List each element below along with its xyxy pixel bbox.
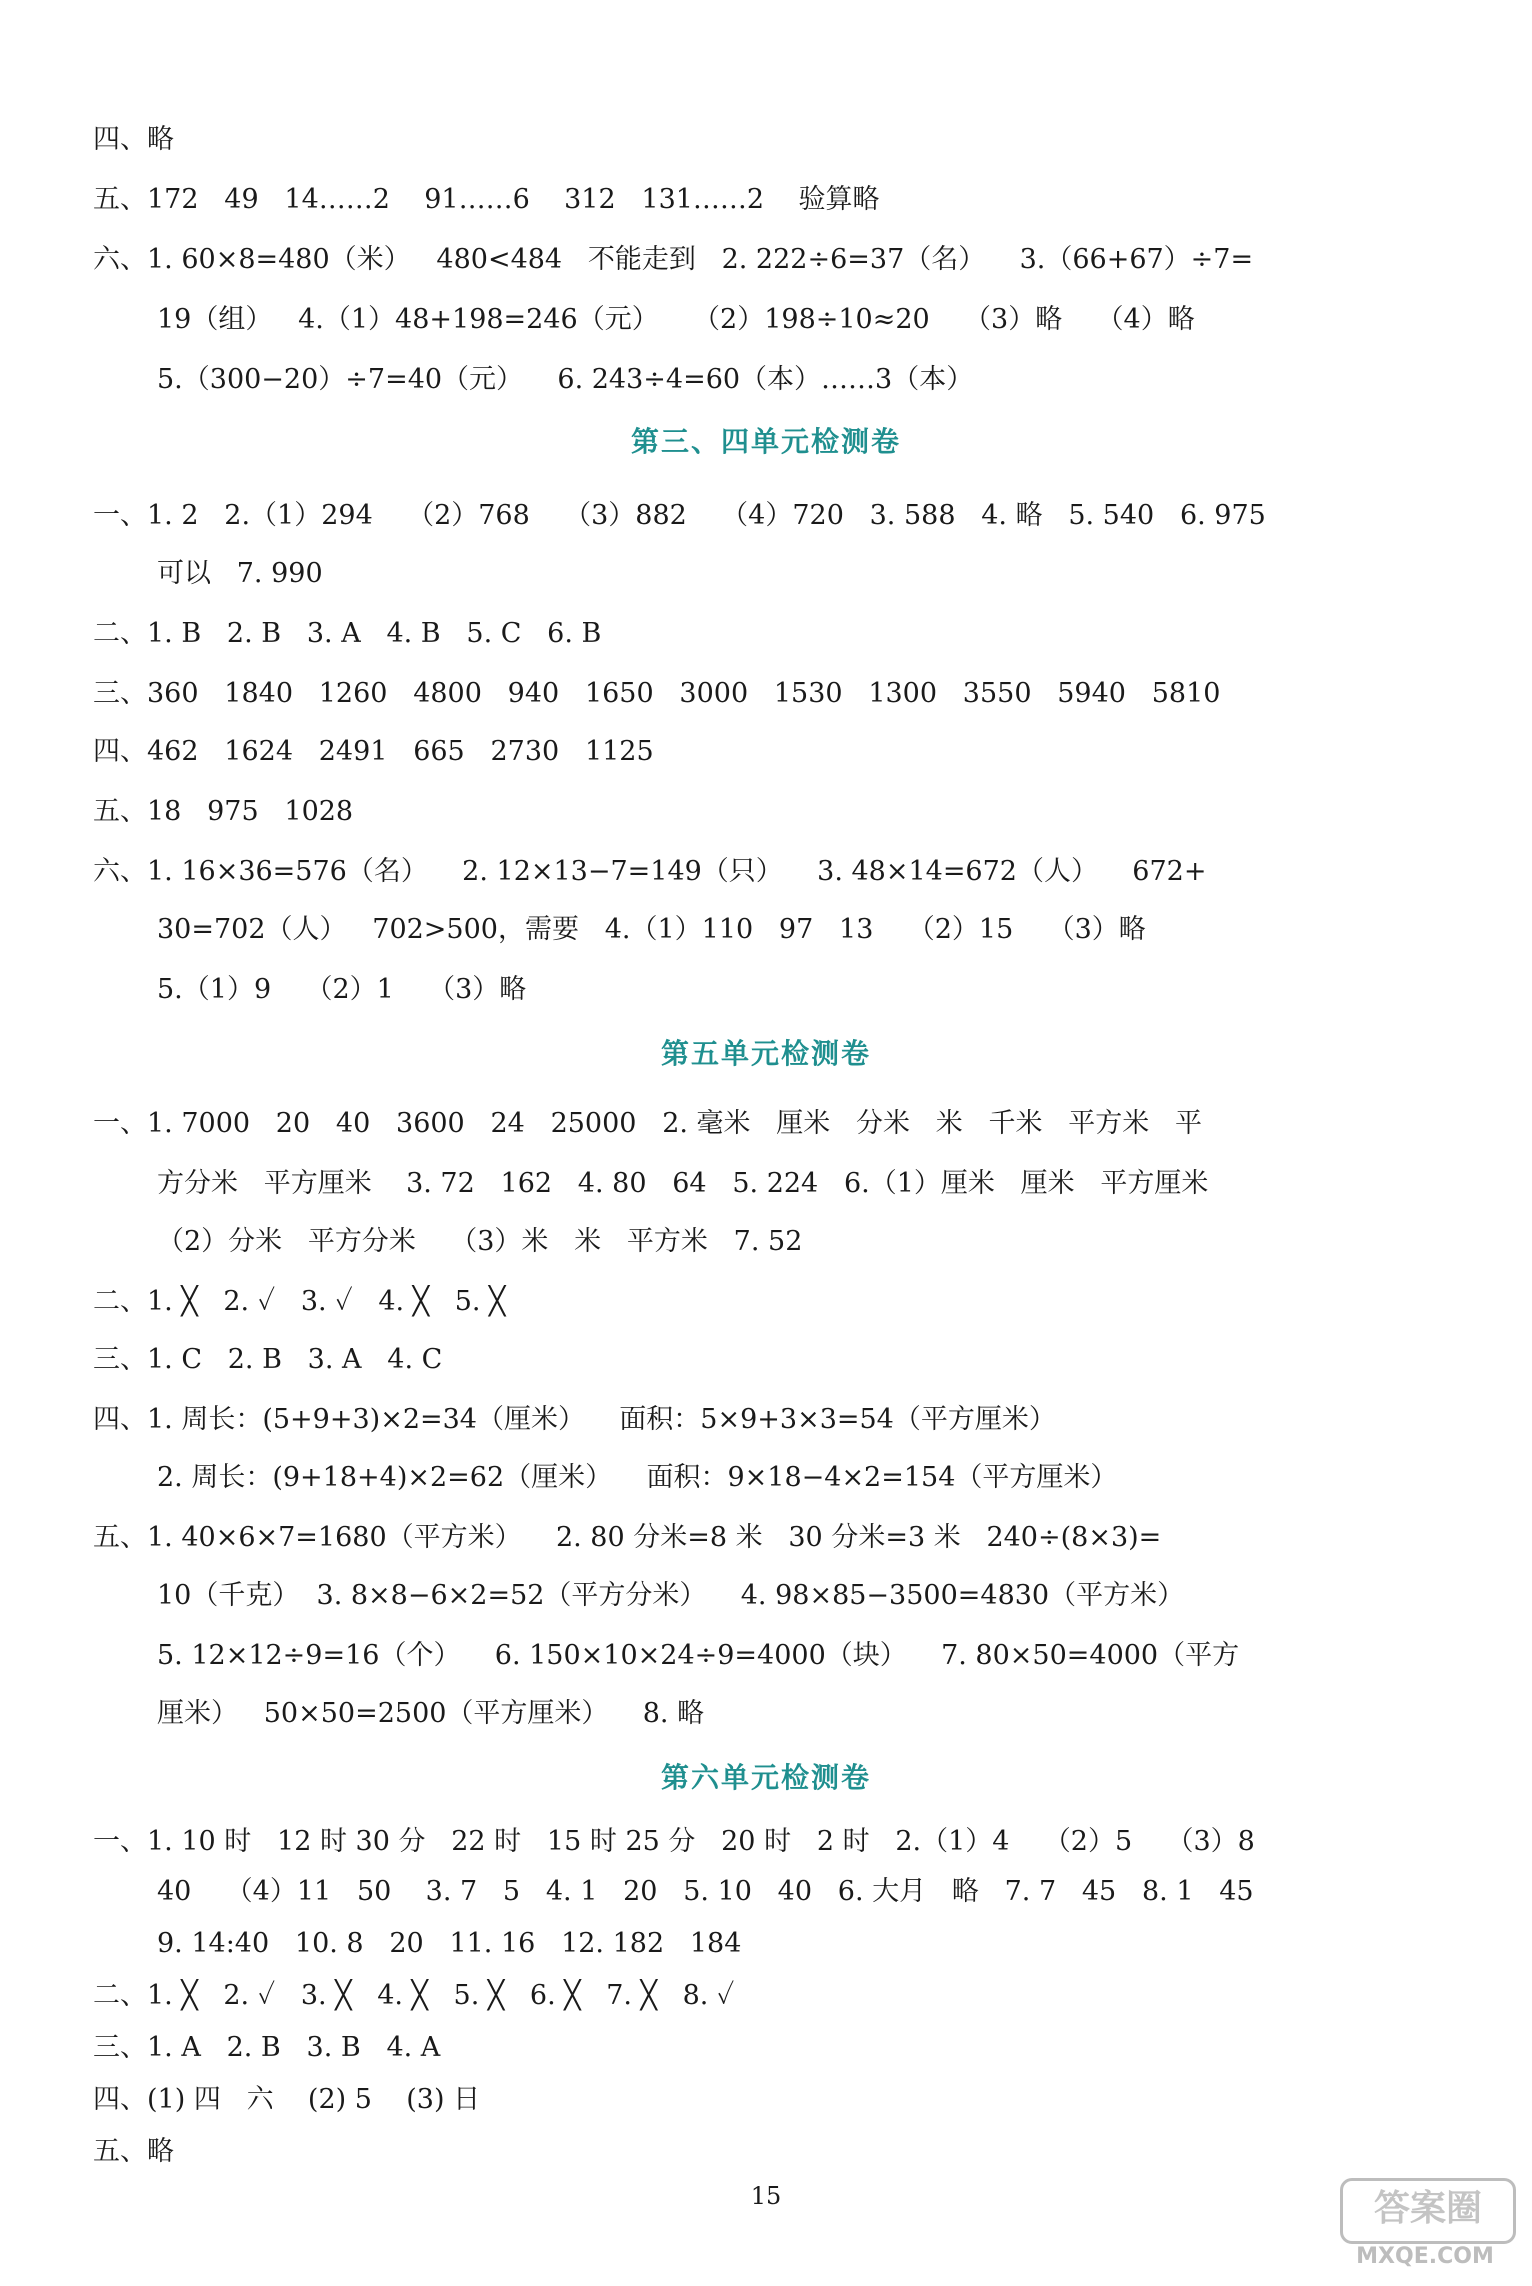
answer-line: 5.（1）9 （2）1 （3）略 [157,974,527,1005]
answer-line: 四、(1) 四 六 (2) 5 (3) 日 [93,2084,481,2115]
answer-line: （2）分米 平方分米 （3）米 米 平方米 7. 52 [157,1226,803,1257]
answer-line: 40 （4）11 50 3. 7 5 4. 1 20 5. 10 40 6. 大月 略 7. 7 45 8. 1 45 [157,1876,1254,1907]
answer-line: 五、略 [93,2136,174,2167]
answer-line: 9. 14:40 10. 8 20 11. 16 12. 182 184 [157,1928,742,1959]
answer-line: 19（组） 4.（1）48+198=246（元） （2）198÷10≈20 （3）略 （4）略 [157,304,1195,335]
answer-line: 三、360 1840 1260 4800 940 1650 3000 1530 1300 3550 5940 5810 [93,678,1221,709]
answer-line: 四、1. 周长：(5+9+3)×2=34（厘米） 面积：5×9+3×3=54（平方厘米） [93,1404,1056,1435]
watermark-url: MXQE.COM [1356,2244,1494,2269]
answer-line: 三、1. C 2. B 3. A 4. C [93,1344,443,1375]
answer-line: 三、1. A 2. B 3. B 4. A [93,2032,441,2063]
section-title: 第五单元检测卷 [660,1037,871,1070]
watermark [1330,2178,1520,2274]
answer-line: 10（千克） 3. 8×8−6×2=52（平方分米） 4. 98×85−3500=4830（平方米） [157,1580,1185,1611]
answer-line: 四、462 1624 2491 665 2730 1125 [93,736,654,767]
answer-line: 可以 7. 990 [157,558,323,589]
answer-line: 二、1. ╳ 2. ✓ 3. ✓ 4. ╳ 5. ╳ [93,1286,506,1317]
answer-line: 5. 12×12÷9=16（个） 6. 150×10×24÷9=4000（块） 7. 80×50=4000（平方 [157,1640,1240,1671]
answer-line: 五、18 975 1028 [93,796,354,827]
answer-line: 二、1. B 2. B 3. A 4. B 5. C 6. B [93,618,602,649]
answer-line: 一、1. 7000 20 40 3600 24 25000 2. 毫米 厘米 分米 米 千米 平方米 平 [93,1108,1203,1139]
answer-line: 一、1. 2 2.（1）294 （2）768 （3）882 （4）720 3. 588 4. 略 5. 540 6. 975 [93,500,1266,531]
answer-line: 一、1. 10 时 12 时 30 分 22 时 15 时 25 分 20 时 2 时 2.（1）4 （2）5 （3）8 [93,1826,1255,1857]
section-title: 第六单元检测卷 [660,1761,871,1794]
watermark-logo: 答案圈 [1340,2178,1516,2244]
answer-line: 2. 周长：(9+18+4)×2=62（厘米） 面积：9×18−4×2=154（平方厘米） [157,1462,1118,1493]
page-number: 15 [750,2182,782,2210]
answer-line: 四、略 [93,124,174,155]
answer-line: 30=702（人） 702>500，需要 4.（1）110 97 13 （2）15 （3）略 [157,914,1146,945]
answer-line: 五、172 49 14……2 91……6 312 131……2 验算略 [93,184,880,215]
answer-line: 六、1. 16×36=576（名） 2. 12×13−7=149（只） 3. 48×14=672（人） 672+ [93,856,1207,887]
answer-line: 二、1. ╳ 2. ✓ 3. ╳ 4. ╳ 5. ╳ 6. ╳ 7. ╳ 8. ✓ [93,1980,735,2011]
answer-line: 方分米 平方厘米 3. 72 162 4. 80 64 5. 224 6.（1）厘米 厘米 平方厘米 [157,1168,1209,1199]
answer-line: 五、1. 40×6×7=1680（平方米） 2. 80 分米=8 米 30 分米=3 米 240÷(8×3)= [93,1522,1162,1553]
answer-line: 5.（300−20）÷7=40（元） 6. 243÷4=60（本）……3（本） [157,364,974,395]
section-title: 第三、四单元检测卷 [630,425,901,458]
answer-line: 厘米） 50×50=2500（平方厘米） 8. 略 [157,1698,705,1729]
answer-line: 六、1. 60×8=480（米） 480<484 不能走到 2. 222÷6=37（名） 3.（66+67）÷7= [93,244,1254,275]
